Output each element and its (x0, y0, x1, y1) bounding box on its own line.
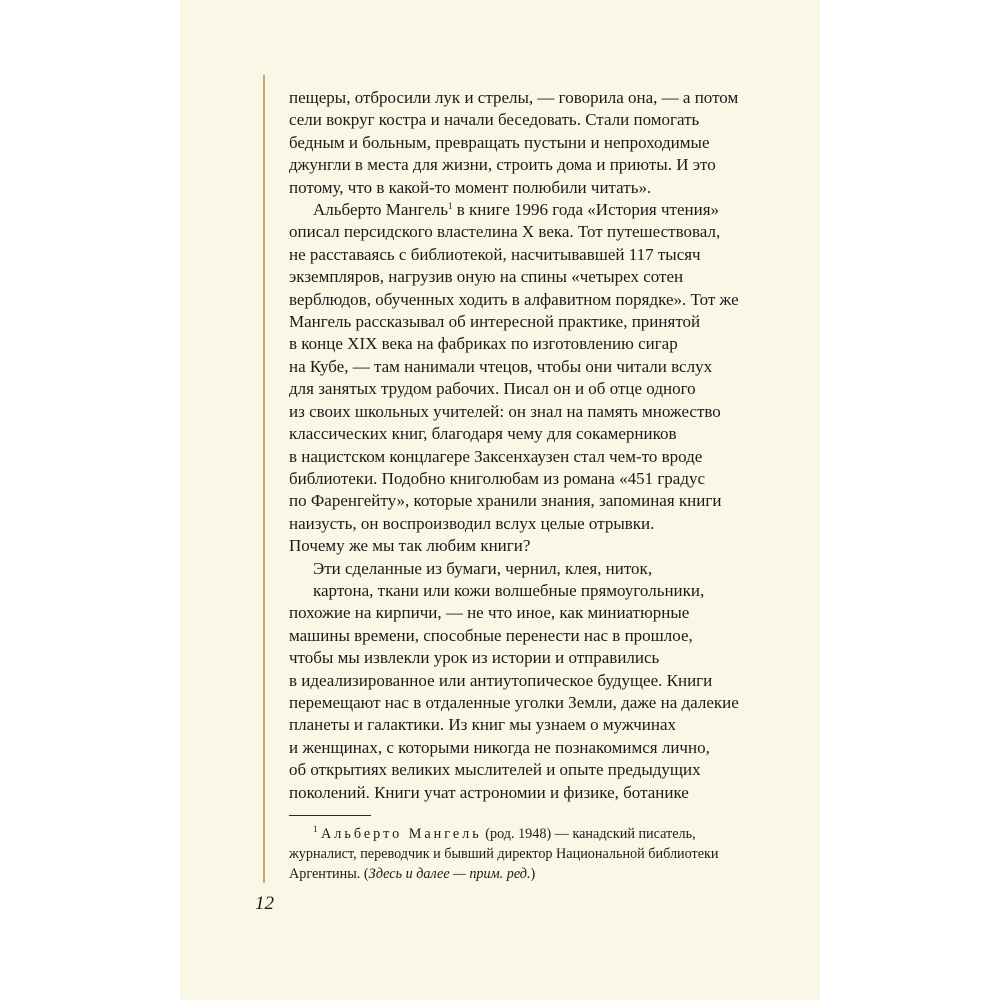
text-line: перемещают нас в отдаленные уголки Земли, даже на далекие (289, 692, 739, 712)
footnote-line (289, 824, 759, 844)
text-line: в конце XIX века на фабриках по изготовлению сигар (289, 334, 678, 354)
text-line: об открытиях великих мыслителей и опыте предыдущих (289, 760, 701, 780)
page-number: 12 (255, 893, 274, 914)
text-line: машины времени, способные перенести нас в прошлое, (289, 625, 693, 645)
text-line: пещеры, отбросили лук и стрелы, — говорила она, — а потом (289, 88, 739, 107)
body-text (289, 87, 749, 804)
text-line: сели вокруг костра и начали беседовать. Стали помогать (289, 110, 700, 130)
footnote-ref[interactable]: 1 (448, 201, 453, 212)
text-line: поколений. Книги учат астрономии и физике, ботанике (289, 782, 689, 802)
text-line: верблюдов, обученных ходить в алфавитном порядке». Тот же (289, 289, 739, 309)
text-line: по Фаренгейту», которые хранили знания, запоминая книги (289, 491, 722, 511)
text-line: наизусть, он воспроизводил вслух целые отрывки. (289, 513, 655, 533)
footnote-divider (289, 815, 371, 816)
text-line: в идеализированное или антиутопическое будущее. Книги (289, 670, 713, 690)
text-line: описал персидского властелина X века. Тот путешествовал, (289, 222, 721, 242)
text-fragment: в книге 1996 года «История чтения» (456, 200, 720, 220)
text-line: Эти сделанные из бумаги, чернил, клея, ниток, (313, 558, 653, 578)
text-line: бедным и больным, превращать пустыни и непроходимые (289, 132, 710, 152)
footnote-author: Альберто Мангель (321, 826, 482, 842)
text-line: на Кубе, — там нанимали чтецов, чтобы они читали вслух (289, 356, 713, 376)
text-line: Почему же мы так любим книги? (289, 536, 531, 556)
text-line (289, 199, 749, 221)
text-line: библиотеки. Подобно книголюбам из романа «451 градус (289, 468, 706, 488)
text-line: из своих школьных учителей: он знал на память множество (289, 401, 721, 421)
editor-note: Здесь и далее — прим. ред. (368, 866, 531, 882)
text-line: потому, что в какой-то момент полюбили читать». (289, 177, 652, 197)
footnote-text: Аргентины. ( (289, 866, 369, 882)
footnote-text: (род. 1948) — канадский писатель, (485, 826, 696, 842)
text-line: чтобы мы извлекли урок из истории и отправились (289, 648, 660, 668)
footnote-line (289, 864, 759, 884)
footnote-line: журналист, переводчик и бывший директор Национальной библиотеки (289, 846, 719, 862)
text-line: экземпляров, нагрузив оную на спины «четырех сотен (289, 267, 684, 287)
footnote-marker: 1 (313, 824, 318, 834)
author-name: Альберто Мангель (313, 200, 449, 220)
margin-rule (263, 75, 265, 883)
text-line: и женщинах, с которыми никогда не познакомимся лично, (289, 737, 710, 757)
text-line: картона, ткани или кожи волшебные прямоугольники, (313, 580, 705, 600)
text-line: не расставаясь с библиотекой, насчитывавшей 117 тысяч (289, 244, 701, 264)
text-line: планеты и галактики. Из книг мы узнаем о мужчинах (289, 715, 676, 735)
text-line: похожие на кирпичи, — не что иное, как миниатюрные (289, 603, 690, 623)
text-line: в нацистском концлагере Заксенхаузен стал чем-то вроде (289, 446, 703, 466)
text-line: джунгли в места для жизни, строить дома и приюты. И это (289, 155, 716, 175)
footnote-text: ) (530, 866, 536, 882)
text-line: классических книг, благодаря чему для сокамерников (289, 424, 677, 444)
footnote (289, 824, 759, 884)
text-line: для занятых трудом рабочих. Писал он и об отце одного (289, 379, 696, 399)
text-line: Мангель рассказывал об интересной практике, принятой (289, 312, 701, 332)
